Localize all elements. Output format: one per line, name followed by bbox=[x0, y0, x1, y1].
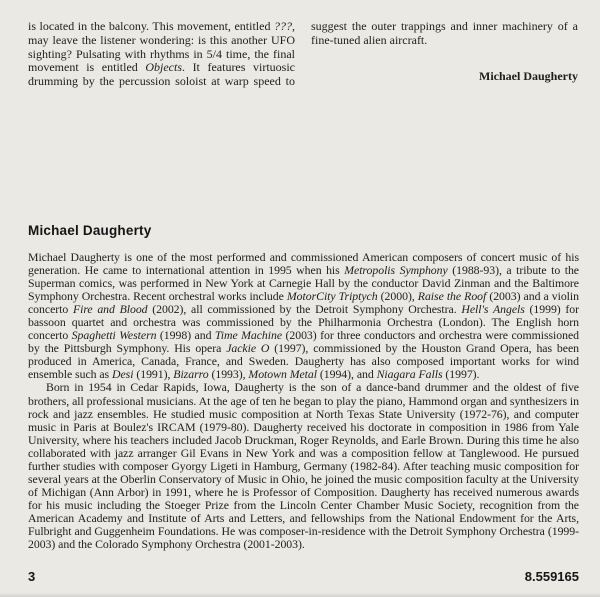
catalog-number: 8.559165 bbox=[524, 569, 579, 584]
intro-left-column: is located in the balcony. This movement, entitled ???, may leave the listener wondering: is this another UFO sighting? Pulsating with rhythms in 5/4 time, the final movement is entitled Objects. It features virtuosic drumming by the percussion soloist at warp speed to bbox=[28, 19, 295, 89]
section-heading: Michael Daugherty bbox=[28, 223, 152, 238]
author-byline: Michael Daugherty bbox=[479, 68, 578, 83]
page-number: 3 bbox=[28, 569, 36, 584]
bio-paragraph-2: Born in 1954 in Cedar Rapids, Iowa, Daugherty is the son of a dance-band drummer and the oldest of five brothers, all professional musicians. At the age of ten he began to play the piano, Hammond organ and synthesizers in rock and jazz ensembles. He studied music composition at North Texas State University (1972-76), and computer music in Paris at Boulez's IRCAM (1979-80). Daugherty received his doctorate in composition in 1986 from Yale University, where his teachers included Jacob Druckman, Roger Reynolds, and Earle Brown. During this time he also collaborated with jazz arranger Gil Evans in New York and was a composition fellow at Tanglewood. He pursued further studies with composer Gyorgy Ligeti in Hamburg, Germany (1982-84). After teaching music composition for several years at the Oberlin Conservatory of Music in Ohio, he joined the music composition faculty at the University of Michigan (Ann Arbor) in 1991, where he is Professor of Composition. Daugherty has received numerous awards for his music including the Stoeger Prize from the Lincoln Center Chamber Music Society, recognition from the American Academy and Institute of Arts and Letters, and fellowships from the National Endowment for the Arts, Fulbright and Guggenheim Foundations. He was composer-in-residence with the Detroit Symphony Orchestra (1999-2003) and the Colorado Symphony Orchestra (2001-2003). bbox=[28, 380, 579, 552]
bio-paragraph-1: Michael Daugherty is one of the most performed and commissioned American composers of concert music of his generation. He came to international attention in 1995 when his Metropolis Symphony (1988-93), a tribute to the Superman comics, was performed in New York at Carnegie Hall by the conductor David Zinman and the Baltimore Symphony Orchestra. Recent orchestral works include MotorCity Triptych (2000), Raise the Roof (2003) and a violin concerto Fire and Blood (2002), all commissioned by the Detroit Symphony Orchestra. Hell's Angels (1999) for bassoon quartet and orchestra was commissioned by the Philharmonia Orchestra (London). The English horn concerto Spaghetti Western (1998) and Time Machine (2003) for three conductors and orchestra were commissioned by the Pittsburgh Symphony. His opera Jackie O (1997), commissioned by the Houston Grand Opera, has been produced in America, Canada, France, and Sweden. Daugherty has also composed important works for wind ensemble such as Desi (1991), Bizarro (1993), Motown Metal (1994), and Niagara Falls (1997). bbox=[28, 250, 579, 382]
page-footer bbox=[28, 569, 579, 584]
intro-right-text: suggest the outer trappings and inner machinery of a fine-tuned alien aircraft. bbox=[311, 19, 578, 47]
intro-right-column bbox=[311, 20, 578, 89]
intro-columns bbox=[28, 20, 578, 89]
biography-section bbox=[28, 223, 579, 551]
